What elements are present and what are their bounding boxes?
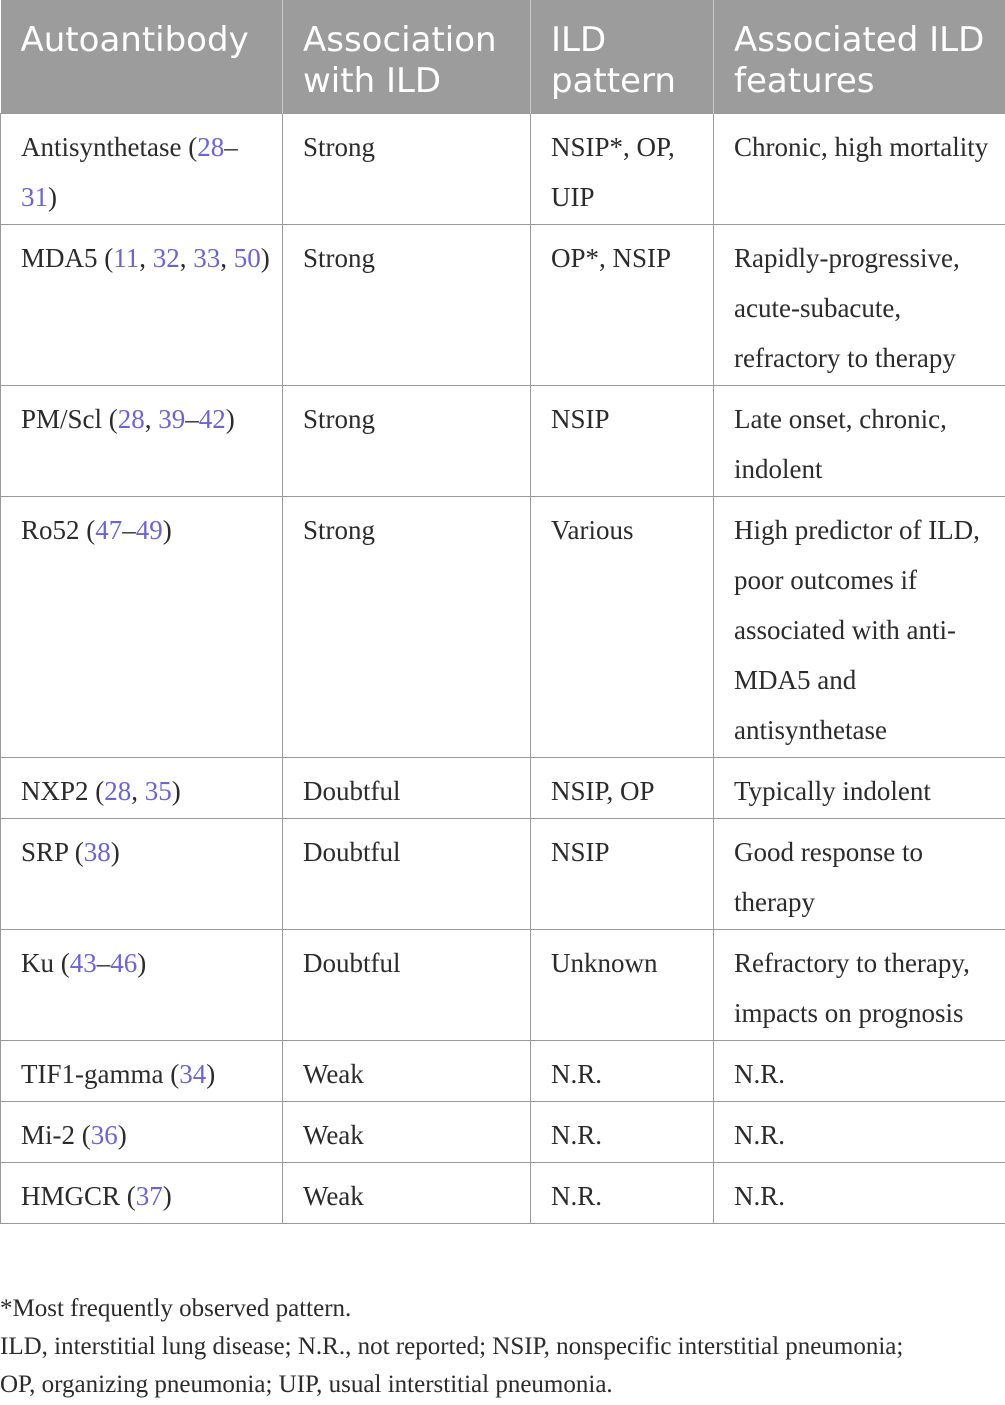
autoantibody-name: Mi-2 — [21, 1120, 75, 1150]
cell-association: Strong — [283, 386, 531, 497]
cell-autoantibody: Ro52 (47–49) — [1, 497, 283, 758]
footnote-pattern: *Most frequently observed pattern. — [0, 1295, 352, 1322]
reference-link[interactable]: 28 — [197, 132, 225, 162]
cell-ild-pattern: NSIP — [531, 819, 714, 930]
cell-ild-features: High predictor of ILD, poor outcomes if associated with anti-MDA5 and antisynthetase — [714, 497, 1005, 758]
reference-separator: , — [179, 243, 194, 273]
cell-autoantibody: TIF1-gamma (34) — [1, 1041, 283, 1102]
cell-association: Weak — [283, 1163, 531, 1224]
reference-separator: , — [139, 243, 153, 273]
reference-link[interactable]: 42 — [198, 404, 226, 434]
reference-link[interactable]: 36 — [90, 1120, 118, 1150]
autoantibody-name: Antisynthetase — [21, 132, 182, 162]
cell-ild-features: Typically indolent — [714, 758, 1005, 819]
reference-separator: , — [131, 776, 145, 806]
cell-association: Strong — [283, 225, 531, 386]
cell-autoantibody: PM/Scl (28, 39–42) — [1, 386, 283, 497]
header-features: Associated ILD features — [714, 0, 1005, 114]
autoantibody-name: TIF1-gamma — [21, 1059, 164, 1089]
reference-separator: – — [122, 515, 136, 545]
cell-ild-pattern: OP*, NSIP — [531, 225, 714, 386]
cell-association: Doubtful — [283, 930, 531, 1041]
reference-link[interactable]: 38 — [83, 837, 111, 867]
reference-separator: , — [144, 404, 159, 434]
table-row — [1, 225, 1005, 386]
cell-ild-pattern: Unknown — [531, 930, 714, 1041]
header-association: Association with ILD — [283, 0, 531, 114]
cell-ild-pattern: N.R. — [531, 1102, 714, 1163]
autoantibody-name: PM/Scl — [21, 404, 103, 434]
reference-link[interactable]: 34 — [179, 1059, 207, 1089]
cell-ild-features: Late onset, chronic, indolent — [714, 386, 1005, 497]
header-pattern: ILD pattern — [531, 0, 714, 114]
reference-link[interactable]: 50 — [233, 243, 261, 273]
cell-autoantibody: HMGCR (37) — [1, 1163, 283, 1224]
cell-autoantibody: SRP (38) — [1, 819, 283, 930]
reference-link[interactable]: 31 — [21, 182, 48, 212]
cell-autoantibody: Antisynthetase (28–31) — [1, 114, 283, 225]
table-row — [1, 114, 1005, 225]
reference-separator: – — [96, 948, 111, 978]
reference-separator: , — [220, 243, 234, 273]
cell-ild-pattern: N.R. — [531, 1041, 714, 1102]
reference-link[interactable]: 32 — [152, 243, 180, 273]
table-row — [1, 758, 1005, 819]
cell-ild-pattern: NSIP, OP — [531, 758, 714, 819]
cell-ild-features: Rapidly-progressive, acute-subacute, refractory to therapy — [714, 225, 1005, 386]
cell-association: Doubtful — [283, 819, 531, 930]
cell-association: Strong — [283, 497, 531, 758]
cell-association: Strong — [283, 114, 531, 225]
table-row — [1, 1102, 1005, 1163]
cell-ild-pattern: NSIP*, OP, UIP — [531, 114, 714, 225]
table-row — [1, 497, 1005, 758]
cell-autoantibody: NXP2 (28, 35) — [1, 758, 283, 819]
cell-ild-features: N.R. — [714, 1041, 1005, 1102]
reference-separator: – — [185, 404, 199, 434]
cell-ild-features: Good response to therapy — [714, 819, 1005, 930]
header-autoantibody: Autoantibody — [1, 0, 283, 114]
reference-link[interactable]: 33 — [193, 243, 221, 273]
reference-link[interactable]: 39 — [158, 404, 186, 434]
cell-association: Weak — [283, 1041, 531, 1102]
reference-link[interactable]: 43 — [69, 948, 97, 978]
autoantibody-name: NXP2 — [21, 776, 89, 806]
footnote-abbreviations-2: OP, organizing pneumonia; UIP, usual interstitial pneumonia. — [0, 1371, 613, 1398]
reference-link[interactable]: 11 — [113, 243, 140, 273]
table-row — [1, 386, 1005, 497]
autoantibody-name: HMGCR — [21, 1181, 121, 1211]
table-row — [1, 1163, 1005, 1224]
table-body — [1, 114, 1005, 1224]
reference-link[interactable]: 47 — [95, 515, 123, 545]
cell-association: Weak — [283, 1102, 531, 1163]
table-row — [1, 819, 1005, 930]
cell-ild-features: Refractory to therapy, impacts on prognosis — [714, 930, 1005, 1041]
cell-autoantibody: Ku (43–46) — [1, 930, 283, 1041]
reference-link[interactable]: 49 — [135, 515, 163, 545]
table-row — [1, 930, 1005, 1041]
reference-link[interactable]: 28 — [104, 776, 132, 806]
table-footnotes — [0, 1290, 1005, 1404]
cell-autoantibody: Mi-2 (36) — [1, 1102, 283, 1163]
cell-ild-pattern: NSIP — [531, 386, 714, 497]
cell-autoantibody: MDA5 (11, 32, 33, 50) — [1, 225, 283, 386]
cell-ild-features: Chronic, high mortality — [714, 114, 1005, 225]
cell-ild-pattern: Various — [531, 497, 714, 758]
cell-ild-features: N.R. — [714, 1102, 1005, 1163]
reference-link[interactable]: 35 — [144, 776, 172, 806]
autoantibody-name: MDA5 — [21, 243, 98, 273]
reference-link[interactable]: 28 — [117, 404, 145, 434]
reference-link[interactable]: 46 — [110, 948, 138, 978]
footnote-abbreviations-1: ILD, interstitial lung disease; N.R., not reported; NSIP, nonspecific interstitial pneumonia; — [0, 1333, 904, 1360]
cell-ild-features: N.R. — [714, 1163, 1005, 1224]
header-row — [1, 0, 1005, 114]
cell-association: Doubtful — [283, 758, 531, 819]
cell-ild-pattern: N.R. — [531, 1163, 714, 1224]
autoantibody-name: Ro52 — [21, 515, 80, 545]
table-row — [1, 1041, 1005, 1102]
autoantibody-name: SRP — [21, 837, 69, 867]
reference-link[interactable]: 37 — [135, 1181, 163, 1211]
autoantibody-name: Ku — [21, 948, 54, 978]
reference-separator: – — [224, 132, 238, 162]
